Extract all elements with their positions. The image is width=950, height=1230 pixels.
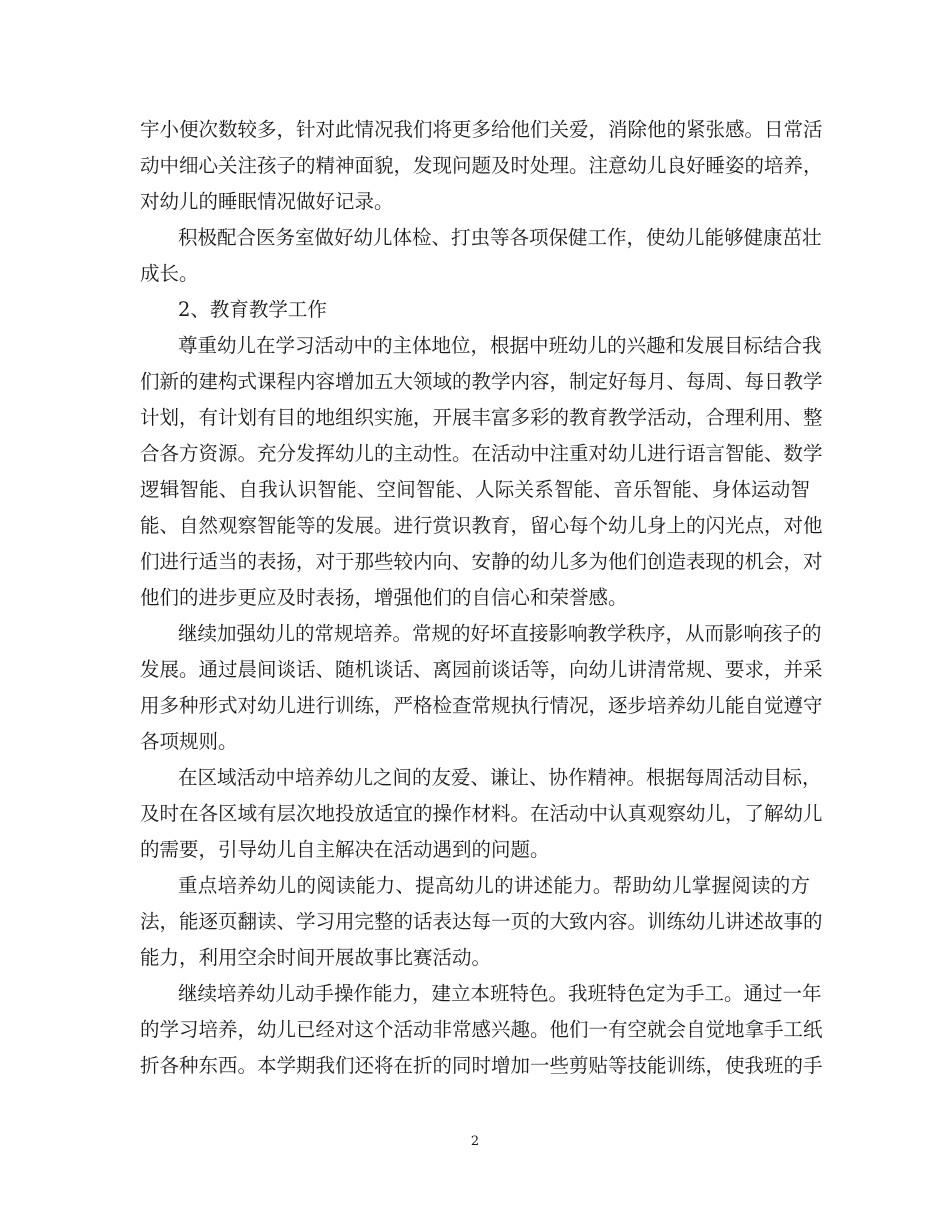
paragraph-line: 2、教育教学工作 <box>178 298 327 321</box>
document-body <box>140 112 823 1084</box>
paragraph-line: 继续加强幼儿的常规培养。常规的好坏直接影响教学秩序，从而影响孩子的 <box>178 622 822 645</box>
paragraph-line: 用多种形式对幼儿进行训练，严格检查常规执行情况，逐步培养幼儿能自觉遵守 <box>140 694 823 717</box>
paragraph-line: 法，能逐页翻读、学习用完整的话表达每一页的大致内容。训练幼儿讲述故事的 <box>140 910 823 933</box>
paragraph-line: 他们的进步更应及时表扬，增强他们的自信心和荣誉感。 <box>140 586 628 609</box>
page-number: 2 <box>470 1134 480 1149</box>
paragraph-line: 继续培养幼儿动手操作能力，建立本班特色。我班特色定为手工。通过一年 <box>178 982 822 1005</box>
paragraph <box>140 868 823 976</box>
paragraph-line: 积极配合医务室做好幼儿体检、打虫等各项保健工作，使幼儿能够健康茁壮 <box>178 226 822 249</box>
paragraph-line: 逻辑智能、自我认识智能、空间智能、人际关系智能、音乐智能、身体运动智 <box>140 478 810 501</box>
paragraph-line: 动中细心关注孩子的精神面貌，发现问题及时处理。注意幼儿良好睡姿的培养， <box>140 154 823 177</box>
paragraph-line: 对幼儿的睡眠情况做好记录。 <box>140 190 394 213</box>
paragraph-line: 们新的建构式课程内容增加五大领域的教学内容，制定好每月、每周、每日教学 <box>140 370 823 393</box>
paragraph-line: 的需要，引导幼儿自主解决在活动遇到的问题。 <box>140 838 550 861</box>
paragraph-line: 重点培养幼儿的阅读能力、提高幼儿的讲述能力。帮助幼儿掌握阅读的方 <box>178 874 810 897</box>
paragraph-line: 成长。 <box>140 262 199 285</box>
paragraph-line: 在区域活动中培养幼儿之间的友爱、谦让、协作精神。根据每周活动目标， <box>178 766 822 789</box>
paragraph-line: 宇小便次数较多，针对此情况我们将更多给他们关爱，消除他的紧张感。日常活 <box>140 118 823 141</box>
paragraph-line: 尊重幼儿在学习活动中的主体地位，根据中班幼儿的兴趣和发展目标结合我 <box>178 334 822 357</box>
paragraph-line: 能力，利用空余时间开展故事比赛活动。 <box>140 946 492 969</box>
paragraph <box>140 976 823 1084</box>
paragraph-line: 能、自然观察智能等的发展。进行赏识教育，留心每个幼儿身上的闪光点，对他 <box>140 514 823 537</box>
paragraph-line: 及时在各区域有层次地投放适宜的操作材料。在活动中认真观察幼儿，了解幼儿 <box>140 802 823 825</box>
paragraph-line: 合各方资源。充分发挥幼儿的主动性。在活动中注重对幼儿进行语言智能、数学 <box>140 442 823 465</box>
paragraph-line: 的学习培养，幼儿已经对这个活动非常感兴趣。他们一有空就会自觉地拿手工纸 <box>140 1018 823 1041</box>
paragraph-line: 各项规则。 <box>140 730 238 753</box>
paragraph-line: 折各种东西。本学期我们还将在折的同时增加一些剪贴等技能训练，使我班的手 <box>140 1054 823 1077</box>
paragraph <box>140 292 810 328</box>
paragraph <box>140 328 823 616</box>
paragraph-line: 发展。通过晨间谈话、随机谈话、离园前谈话等，向幼儿讲清常规、要求，并采 <box>140 658 823 681</box>
paragraph <box>140 112 823 220</box>
paragraph-line: 计划，有计划有目的地组织实施，开展丰富多彩的教育教学活动，合理利用、整 <box>140 406 823 429</box>
paragraph <box>140 616 823 760</box>
paragraph <box>140 760 823 868</box>
paragraph <box>140 220 822 292</box>
paragraph-line: 们进行适当的表扬，对于那些较内向、安静的幼儿多为他们创造表现的机会，对 <box>140 550 823 573</box>
